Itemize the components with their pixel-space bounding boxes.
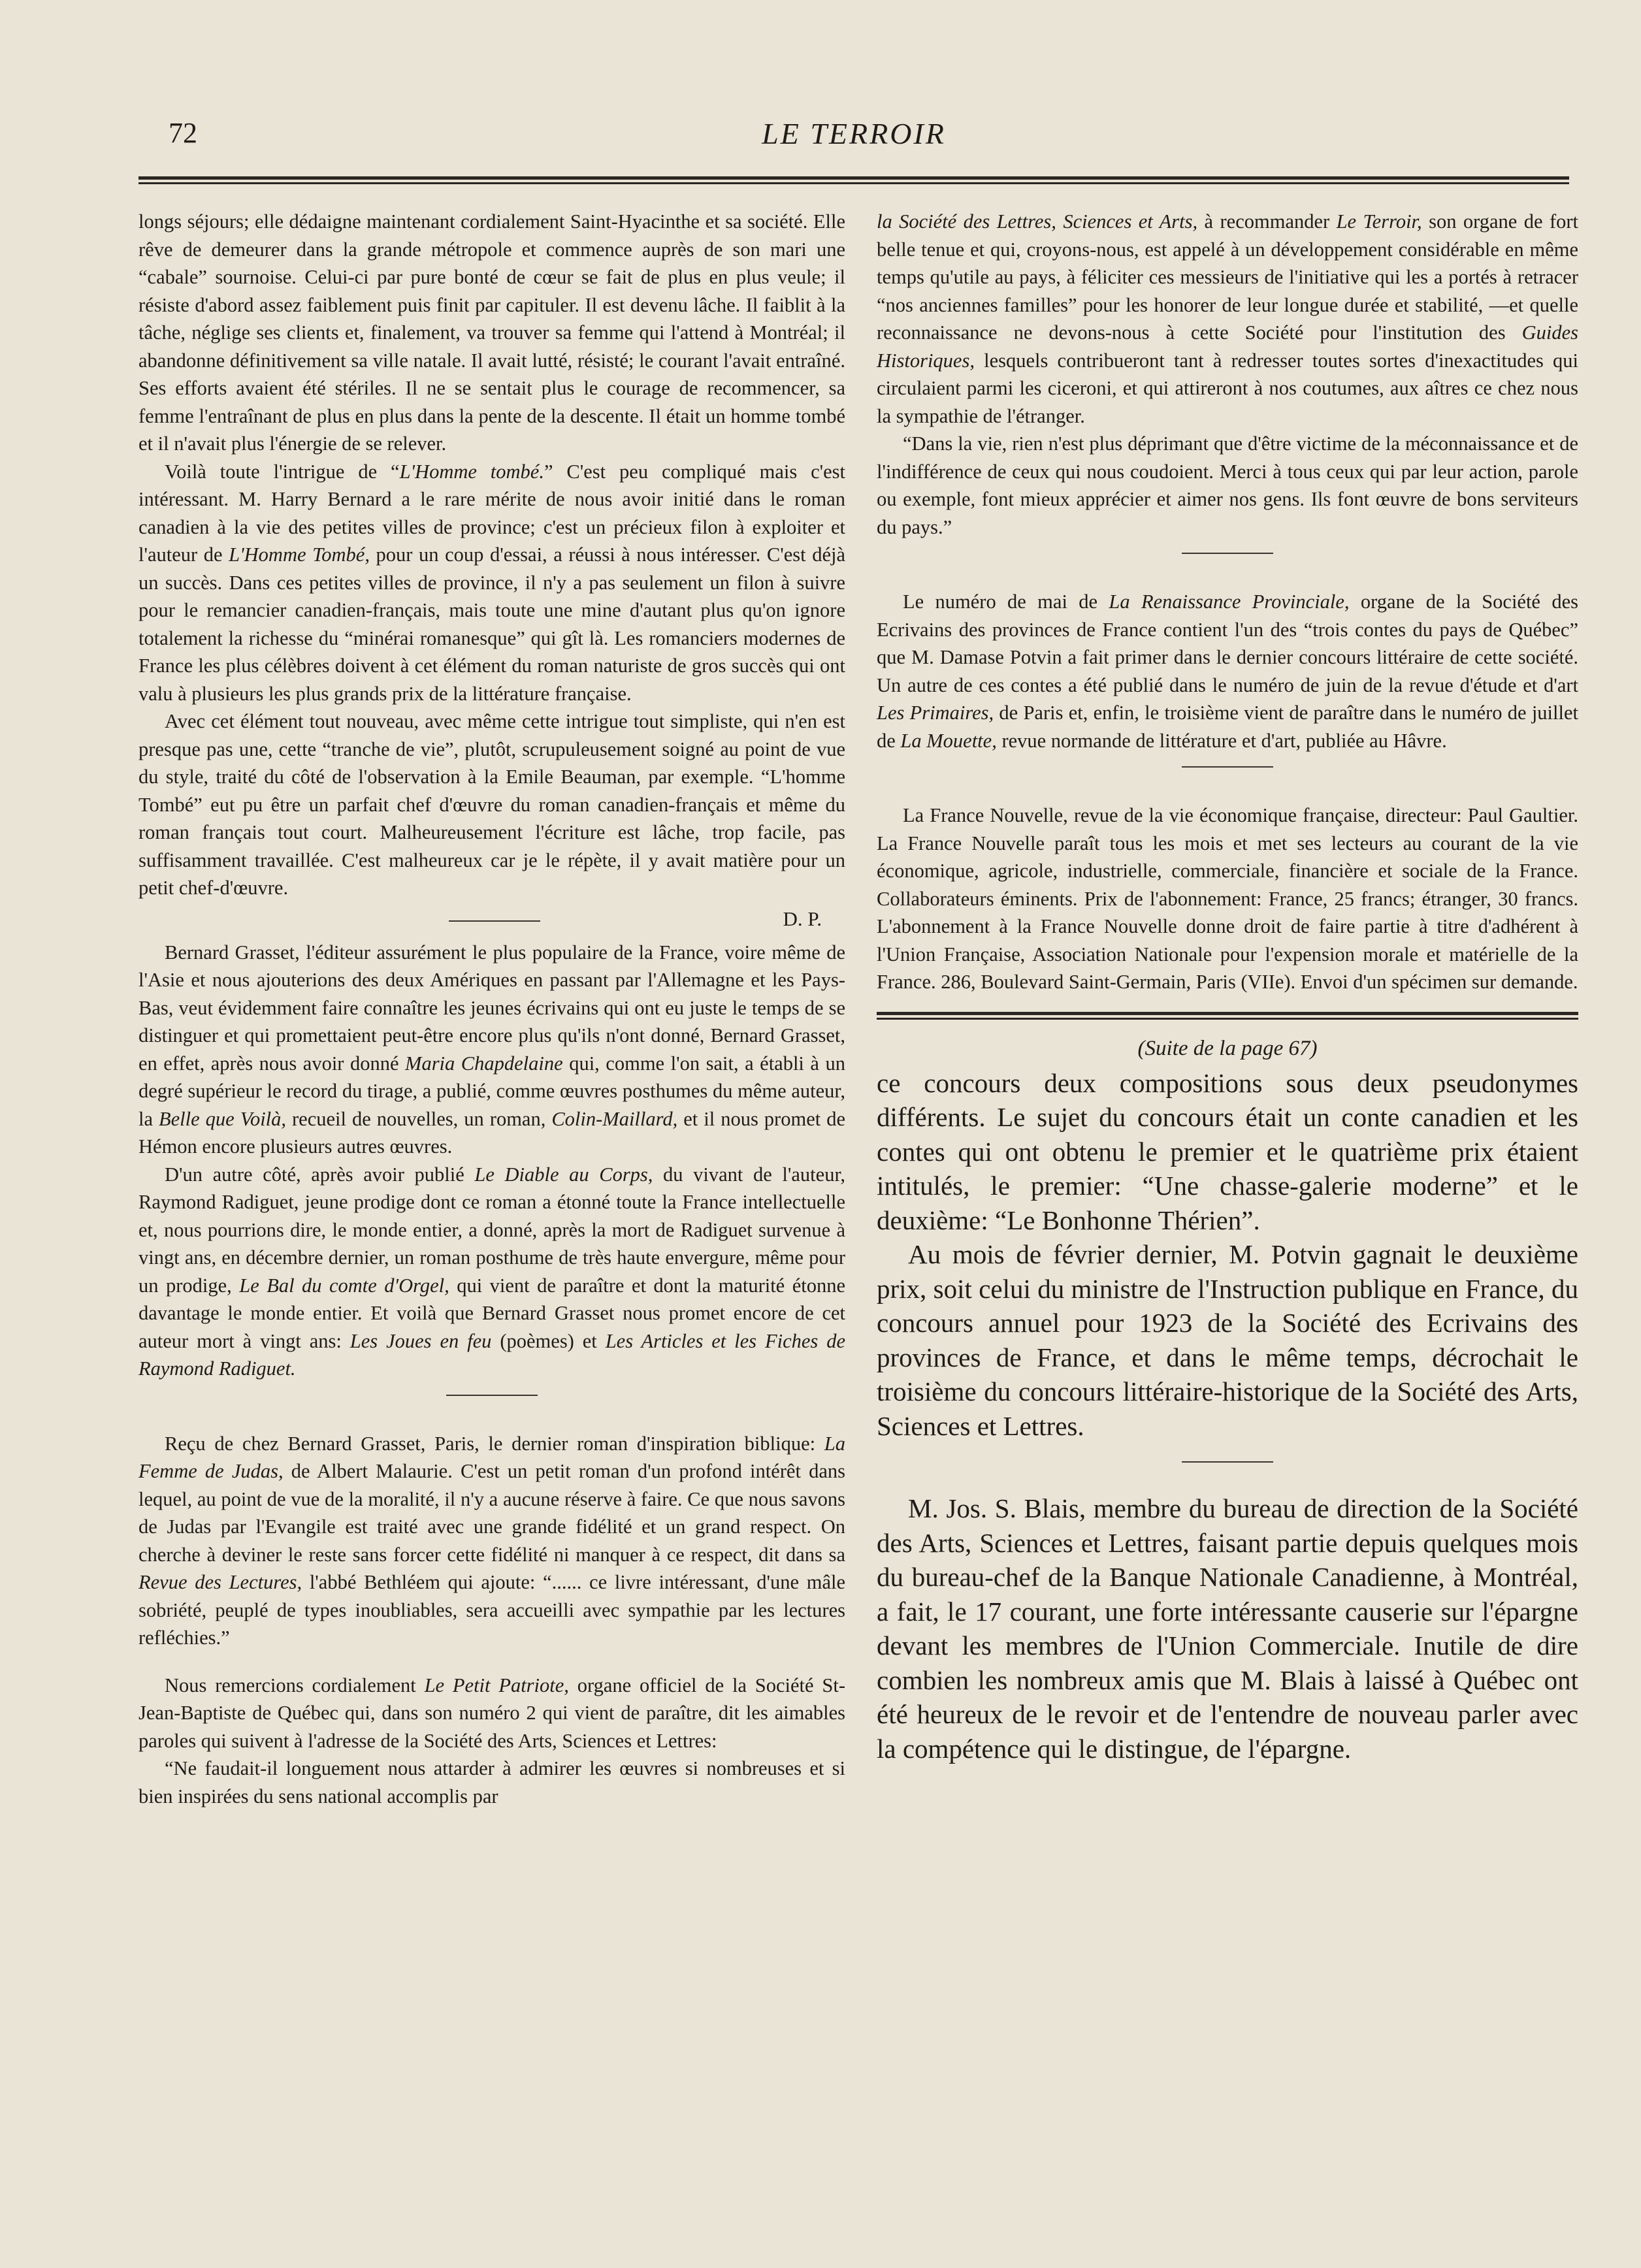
- column-double-rule: [877, 1012, 1578, 1020]
- article-paragraph: longs séjours; elle dédaigne maintenant cordialement Saint-Hyacinthe et sa société. Elle rêve de demeurer dans la grande métropole et commence auprès de son mari une “cabale” sournoise. Celui-ci par pure bonté de cœur se fait de plus en plus veule; il résiste d'abord assez faiblement puis finit par capituler. Il est devenu lâche. Il faiblit à la tâche, néglige ses clients et, finalement, va trouver sa femme qui l'attend à Montréal; il abandonne définitivement sa ville natale. Il avait lutté, résisté; le courant l'avait entraîné. Ses efforts avaient été stériles. Il ne se sentait plus le courage de recommencer, sa femme l'entraînant de plus en plus dans la pente de la descente. Il était un homme tombé et il n'avait plus l'énergie de se relever.: [138, 210, 845, 455]
- continuation-label: (Suite de la page 67): [1137, 1036, 1318, 1060]
- author-signature: D. P.: [783, 907, 822, 930]
- signature-row: [138, 906, 845, 939]
- article-paragraph: Avec cet élément tout nouveau, avec même cette intrigue tout simpliste, qui n'en est presque pas une, cette “tranche de vie”, plutôt, scrupuleusement soigné au point de vue du style, traité du côté de l'observation à la Emile Beauman, par exemple. “L'homme Tombé” eut pu être un parfait chef d'œuvre du roman canadien-français et même du roman français tout court. Malheureusement l'écriture est lâche, trop facile, pas suffisamment travaillée. C'est malheureux car je le répète, il y avait matière pour un petit chef-d'œuvre.: [138, 710, 845, 899]
- article-paragraph: M. Jos. S. Blais, membre du bureau de direction de la Société des Arts, Sciences et Lettres, faisant partie depuis quelques mois du bureau-chef de la Banque Nationale Canadienne, à Montréal, a fait, le 17 courant, une forte intéressante causerie sur l'épargne devant les membres de l'Union Commerciale. Inutile de dire combien les nombreux amis que M. Blais à laissé à Québec ont été heureux de le revoir et de l'entendre de nouveau parler avec la compétence qui le distingue, de l'épargne.: [877, 1493, 1578, 1764]
- article-paragraph: Au mois de février dernier, M. Potvin gagnait le deuxième prix, soit celui du ministre de l'Instruction publique en France, du concours annuel pour 1923 de la Société des Ecrivains des provinces de France, et dans le même temps, décrochait le troisième du concours littéraire-historique de la Société des Arts, Sciences et Lettres.: [877, 1239, 1578, 1441]
- article-paragraph: Le numéro de mai de La Renaissance Provinciale, organe de la Société des Ecrivains des provinces de France contient l'un des “trois contes du pays de Québec” que M. Damase Potvin a fait primer dans le dernier concours littéraire de cette société. Un autre de ces contes a été publié dans le numéro de juin de la revue d'étude et d'art Les Primaires, de Paris et, enfin, le troisième vient de paraître dans le numéro de juillet de La Mouette, revue normande de littérature et d'art, publiée au Hâvre.: [877, 591, 1578, 752]
- article-paragraph: la Société des Lettres, Sciences et Arts, à recommander Le Terroir, son organe de fort belle tenue et qui, croyons-nous, est appelé à un développement considérable en même temps qu'utile au pays, à féliciter ces messieurs de l'initiative qui les a portés à retracer “nos anciennes familles” pour les honorer de leur longue durée et stabilité, —et quelle reconnaissance ne devons-nous à cette Société pour l'institution des Guides Historiques, lesquels contribueront tant à redresser toutes sortes d'inexactitudes qui circulaient parmi les ciceroni, et qui attireront à nos coutumes, aux aîtres ce chez nous la sympathie de l'étranger.: [877, 210, 1578, 427]
- section-separator: [1182, 766, 1273, 768]
- header-double-rule: [138, 176, 1569, 184]
- section-separator: [1182, 1461, 1273, 1463]
- section-separator: [449, 920, 540, 922]
- page-number: 72: [169, 117, 197, 149]
- article-paragraph: Voilà toute l'intrigue de “L'Homme tombé.” C'est peu compliqué mais c'est intéressant. M. Harry Bernard a le rare mérite de nous avoir initié dans le roman canadien à la vie des petites villes de province; c'est un précieux filon à exploiter et l'auteur de L'Homme Tombé, pour un coup d'essai, a réussi à nous intéresser. C'est déjà un succès. Dans ces petites villes de province, il n'y a pas seulement un filon à suivre pour le remancier canadien-français, mais toute une mine d'autant plus qu'on ignore totalement la richesse du “minérai romanesque” qui gît là. Les romanciers modernes de France les plus célèbres doivent à cet élément du roman naturiste de gros succès qui ont valu à plusieurs les plus grands prix de la littérature française.: [138, 460, 846, 705]
- article-paragraph: La France Nouvelle, revue de la vie économique française, directeur: Paul Gaultier. La France Nouvelle paraît tous les mois et met ses lecteurs au courant de la vie économique, agricole, industrielle, commerciale, financière et sociale de la France. Collaborateurs éminents. Prix de l'abonnement: France, 25 francs; étranger, 30 francs. L'abonnement à la France Nouvelle donne droit de faire partie à titre d'adhérent à l'Union Française, Association Nationale pour l'expension morale et matérielle de la France. 286, Boulevard Saint-Germain, Paris (VIIe). Envoi d'un spécimen sur demande.: [877, 804, 1578, 993]
- right-column: [877, 208, 1578, 1766]
- journal-title: LE TERROIR: [762, 117, 946, 150]
- section-separator: [446, 1395, 538, 1396]
- article-paragraph: “Dans la vie, rien n'est plus déprimant que d'être victime de la méconnaissance et de l'indifférence de ceux qui nous coudoient. Merci à tous ceux qui par leur action, parole ou exemple, font mieux apprécier et aimer nos gens. Ils font œuvre de bons serviteurs du pays.”: [877, 432, 1578, 538]
- article-paragraph: Bernard Grasset, l'éditeur assurément le plus populaire de la France, voire même de l'Asie et nous ajouterions des deux Amériques en passant par l'Allemagne et les Pays-Bas, veut évidemment faire connaître les jeunes écrivains qui ont eu juste le temps de se distinguer et qui promettaient peut-être encore plus qu'ils n'ont donné, Bernard Grasset, en effet, après nous avoir donné Maria Chapdelaine qui, comme l'on sait, a établi à un degré supérieur le record du tirage, a publié, comme œuvres posthumes du même auteur, la Belle que Voilà, recueil de nouvelles, un roman, Colin-Maillard, et il nous promet de Hémon encore plusieurs autres œuvres.: [138, 941, 845, 1158]
- page-header: [138, 116, 1569, 162]
- article-paragraph: Nous remercions cordialement Le Petit Patriote, organe officiel de la Société St-Jean-Baptiste de Québec qui, dans son numéro 2 qui vient de paraître, dit les aimables paroles qui suivent à l'adresse de la Société des Arts, Sciences et Lettres:: [138, 1674, 845, 1752]
- article-paragraph: ce concours deux compositions sous deux pseudonymes différents. Le sujet du concours était un conte canadien et les contes qui ont obtenu le premier et le quatrième prix étaient intitulés, le premier: “Une chasse-galerie moderne” et le deuxième: “Le Bonhonne Thérien”.: [877, 1067, 1578, 1235]
- article-paragraph: Reçu de chez Bernard Grasset, Paris, le dernier roman d'inspiration biblique: La Femme de Judas, de Albert Malaurie. C'est un petit roman d'un profond intérêt dans lequel, au point de vue de la moralité, il n'y a aucune réserve à faire. Ce que nous savons de Judas par l'Evangile est traité avec une grande fidélité et un grand respect. On cherche à deviner le reste sans forcer cette fidélité ni manquer à ce respect, dit dans sa Revue des Lectures, l'abbé Bethléem qui ajoute: “...... ce livre intéressant, d'une mâle sobriété, peuplé de types inoubliables, sera accueilli avec sympathie par les lectures refléchies.”: [138, 1432, 846, 1649]
- left-column: [138, 208, 845, 1810]
- article-paragraph: D'un autre côté, après avoir publié Le Diable au Corps, du vivant de l'auteur, Raymond Radiguet, jeune prodige dont ce roman a étonné toute la France intellectuelle et, nous pourrions dire, le monde entier, a donné, après la mort de Radiguet survenue à vingt ans, en décembre dernier, un roman posthume de très haute envergure, même pour un prodige, Le Bal du comte d'Orgel, qui vient de paraître et dont la maturité étonne davantage le monde entier. Et voilà que Bernard Grasset nous promet encore de cet auteur mort à vingt ans: Les Joues en feu (poèmes) et Les Articles et les Fiches de Raymond Radiguet.: [138, 1163, 846, 1380]
- section-separator: [1182, 553, 1273, 554]
- article-paragraph: “Ne faudait-il longuement nous attarder à admirer les œuvres si nombreuses et si bien inspirées du sens national accomplis par: [138, 1757, 845, 1807]
